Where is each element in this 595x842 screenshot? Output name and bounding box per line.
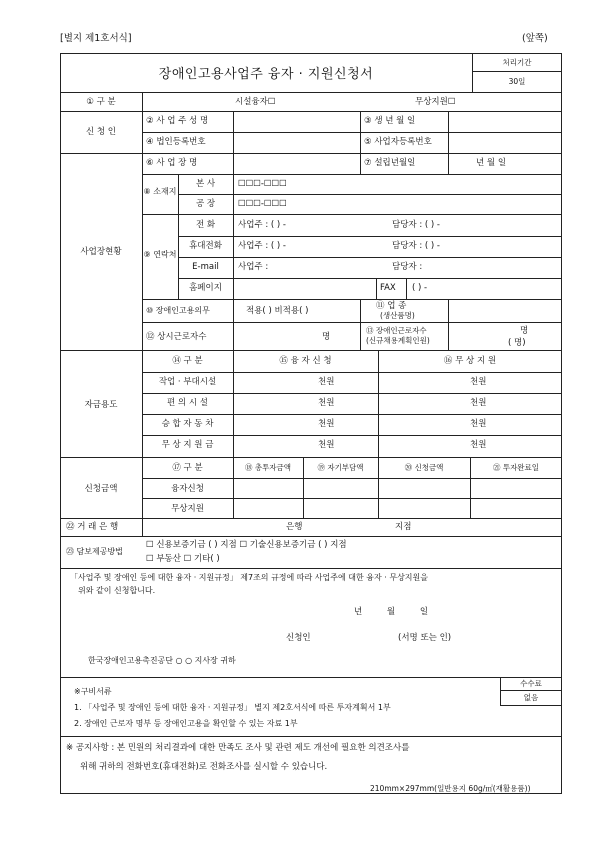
location-label: ⑧ 소재지 xyxy=(143,187,177,196)
docs-title: ※구비서류 xyxy=(74,687,112,696)
phone-label: 전 화 xyxy=(195,220,216,230)
funds-row-grant[interactable]: 천원 xyxy=(470,377,487,387)
amount-row-loan: 융자신청 xyxy=(171,484,204,494)
collateral-option-row2[interactable]: ☐ 부동산 ☐ 기타( ) xyxy=(146,554,220,564)
signature-field[interactable]: (서명 또는 인) xyxy=(398,633,452,643)
fax-label: FAX xyxy=(380,283,396,293)
contact-label: ⑨ 연락처 xyxy=(143,250,177,259)
funds-row-loan[interactable]: 천원 xyxy=(318,398,335,408)
amount-col-self: ⑲ 자기부담액 xyxy=(317,463,364,472)
amount-row-grant: 무상지원 xyxy=(171,504,204,514)
amount-label: 신청금액 xyxy=(84,484,118,494)
amount-col-total: ⑱ 총투자금액 xyxy=(244,463,292,472)
notice-text-2: 위해 귀하의 전화번호(휴대전화)로 전화조사를 실시할 수 있습니다. xyxy=(80,762,328,772)
disabled-unit: 명 xyxy=(520,326,529,336)
mobile-owner-field[interactable]: 사업주 : ( ) - xyxy=(238,241,287,251)
email-label: E-mail xyxy=(192,262,219,272)
head-office-zip[interactable]: ☐☐☐-☐☐☐ xyxy=(238,179,287,189)
funds-row-loan[interactable]: 천원 xyxy=(318,419,335,429)
notice-text: ※ 공지사항 : 본 민원의 처리결과에 대한 만족도 조사 및 관련 제도 개선에 필요한 의견조사를 xyxy=(66,743,410,753)
declaration-text-2: 위와 같이 신청합니다. xyxy=(78,586,156,595)
industry-sub: (생산품명) xyxy=(380,311,415,320)
funds-col-loan: ⑮ 융 자 신 청 xyxy=(279,356,332,366)
disabled-unit-planned: ( 명) xyxy=(508,338,526,348)
amount-col-division: ⑰ 구 분 xyxy=(172,463,203,473)
page-side: (앞쪽) xyxy=(522,33,548,44)
collateral-label: ㉓ 담보제공방법 xyxy=(66,547,123,556)
processing-label: 처리기간 xyxy=(502,58,532,67)
signer-label: 신청인 xyxy=(286,633,311,643)
phone-owner-field[interactable]: 사업주 : ( ) - xyxy=(238,220,287,230)
homepage-label: 홈페이지 xyxy=(189,283,222,293)
mobile-label: 휴대전화 xyxy=(189,241,222,251)
fax-field[interactable]: ( ) - xyxy=(412,283,428,293)
funds-row-grant[interactable]: 천원 xyxy=(470,419,487,429)
form-number: [별지 제1호서식] xyxy=(60,33,132,44)
phone-staff-field[interactable]: 담당자 : ( ) - xyxy=(392,220,441,230)
amount-col-apply: ⑳ 신청금액 xyxy=(404,463,444,472)
funds-row-name: 무 상 지 원 금 xyxy=(161,440,214,450)
email-staff-field[interactable]: 담당자 : xyxy=(392,262,423,272)
funds-row-name: 승 합 자 동 차 xyxy=(161,419,214,429)
corp-no-label: ④ 법인등록번호 xyxy=(146,137,206,147)
founded-value: 년 월 일 xyxy=(476,158,507,168)
bank-branch-field[interactable]: 지점 xyxy=(395,522,412,532)
declaration-date[interactable]: 년 월 일 xyxy=(354,607,429,617)
bank-name-field[interactable]: 은행 xyxy=(286,522,303,532)
funds-row-name: 편 의 시 설 xyxy=(167,398,208,408)
biz-no-label: ⑤ 사업자등록번호 xyxy=(364,137,432,147)
head-office-label: 본 사 xyxy=(195,179,216,189)
applicant-label: 신 청 인 xyxy=(85,127,117,137)
bank-label: ㉒ 거 래 은 행 xyxy=(66,522,119,532)
employees-unit: 명 xyxy=(322,332,331,342)
disabled-label: ⑬ 장애인근로자수 xyxy=(366,326,427,335)
workplace-name-label: ⑥ 사 업 장 명 xyxy=(146,158,198,168)
processing-value: 30일 xyxy=(508,77,526,86)
funds-row-grant[interactable]: 천원 xyxy=(470,398,487,408)
employees-label: ⑫ 상시근로자수 xyxy=(146,332,207,342)
docs-item: 1. 「사업주 및 장애인 등에 대한 융자 · 지원규정」 별지 제2호서식에 따른 투자계획서 1부 xyxy=(74,703,391,712)
fee-value: 없음 xyxy=(523,693,539,702)
mobile-staff-field[interactable]: 담당자 : ( ) - xyxy=(392,241,441,251)
funds-row-loan[interactable]: 천원 xyxy=(318,440,335,450)
docs-item: 2. 장애인 근로자 명부 등 장애인고용을 확인할 수 있는 자료 1부 xyxy=(74,719,298,728)
workplace-label: 사업장현황 xyxy=(80,247,122,257)
birth-label: ③ 생 년 월 일 xyxy=(364,116,416,126)
amount-col-done: ㉑ 투자완료일 xyxy=(492,463,540,472)
funds-row-grant[interactable]: 천원 xyxy=(470,440,487,450)
duty-label: ⑩ 장애인고용의무 xyxy=(146,306,210,315)
division-grant-checkbox[interactable]: 무상지원☐ xyxy=(415,97,456,107)
industry-label: ⑪ 업 종 xyxy=(376,301,407,311)
email-owner-field[interactable]: 사업주 : xyxy=(238,262,269,272)
factory-label: 공 장 xyxy=(195,199,216,209)
duty-value[interactable]: 적용( ) 비적용( ) xyxy=(246,306,309,316)
fee-label: 수수료 xyxy=(520,679,542,688)
founded-label: ⑦ 설립년월일 xyxy=(364,158,416,168)
declaration-text: 「사업주 및 장애인 등에 대한 융자 · 지원규정」 제7조의 규정에 따라 사업주에 대한 융자 · 무상지원을 xyxy=(70,573,428,582)
funds-label: 자금용도 xyxy=(84,400,118,410)
funds-row-name: 작업 · 부대시설 xyxy=(158,377,217,387)
funds-row-loan[interactable]: 천원 xyxy=(318,377,335,387)
addressee: 한국장애인고용촉진공단 ○ ○ 지사장 귀하 xyxy=(88,656,236,665)
funds-col-grant: ⑯ 무 상 지 원 xyxy=(443,356,497,366)
factory-zip[interactable]: ☐☐☐-☐☐☐ xyxy=(238,199,287,209)
collateral-option-row1[interactable]: ☐ 신용보증기금 ( ) 지점 ☐ 기술신용보증기금 ( ) 지점 xyxy=(146,540,347,550)
paper-spec: 210mm×297mm(일반용지 60g/㎡(재활용품)) xyxy=(370,784,531,793)
form-title: 장애인고용사업주 융자 · 지원신청서 xyxy=(158,67,374,82)
owner-name-label: ② 사 업 주 성 명 xyxy=(146,116,209,126)
disabled-sub: (신규채용계획인원) xyxy=(366,336,430,345)
division-loan-checkbox[interactable]: 시설융자☐ xyxy=(235,97,276,107)
division-label: ① 구 분 xyxy=(86,97,116,107)
funds-col-division: ⑭ 구 분 xyxy=(172,356,203,366)
